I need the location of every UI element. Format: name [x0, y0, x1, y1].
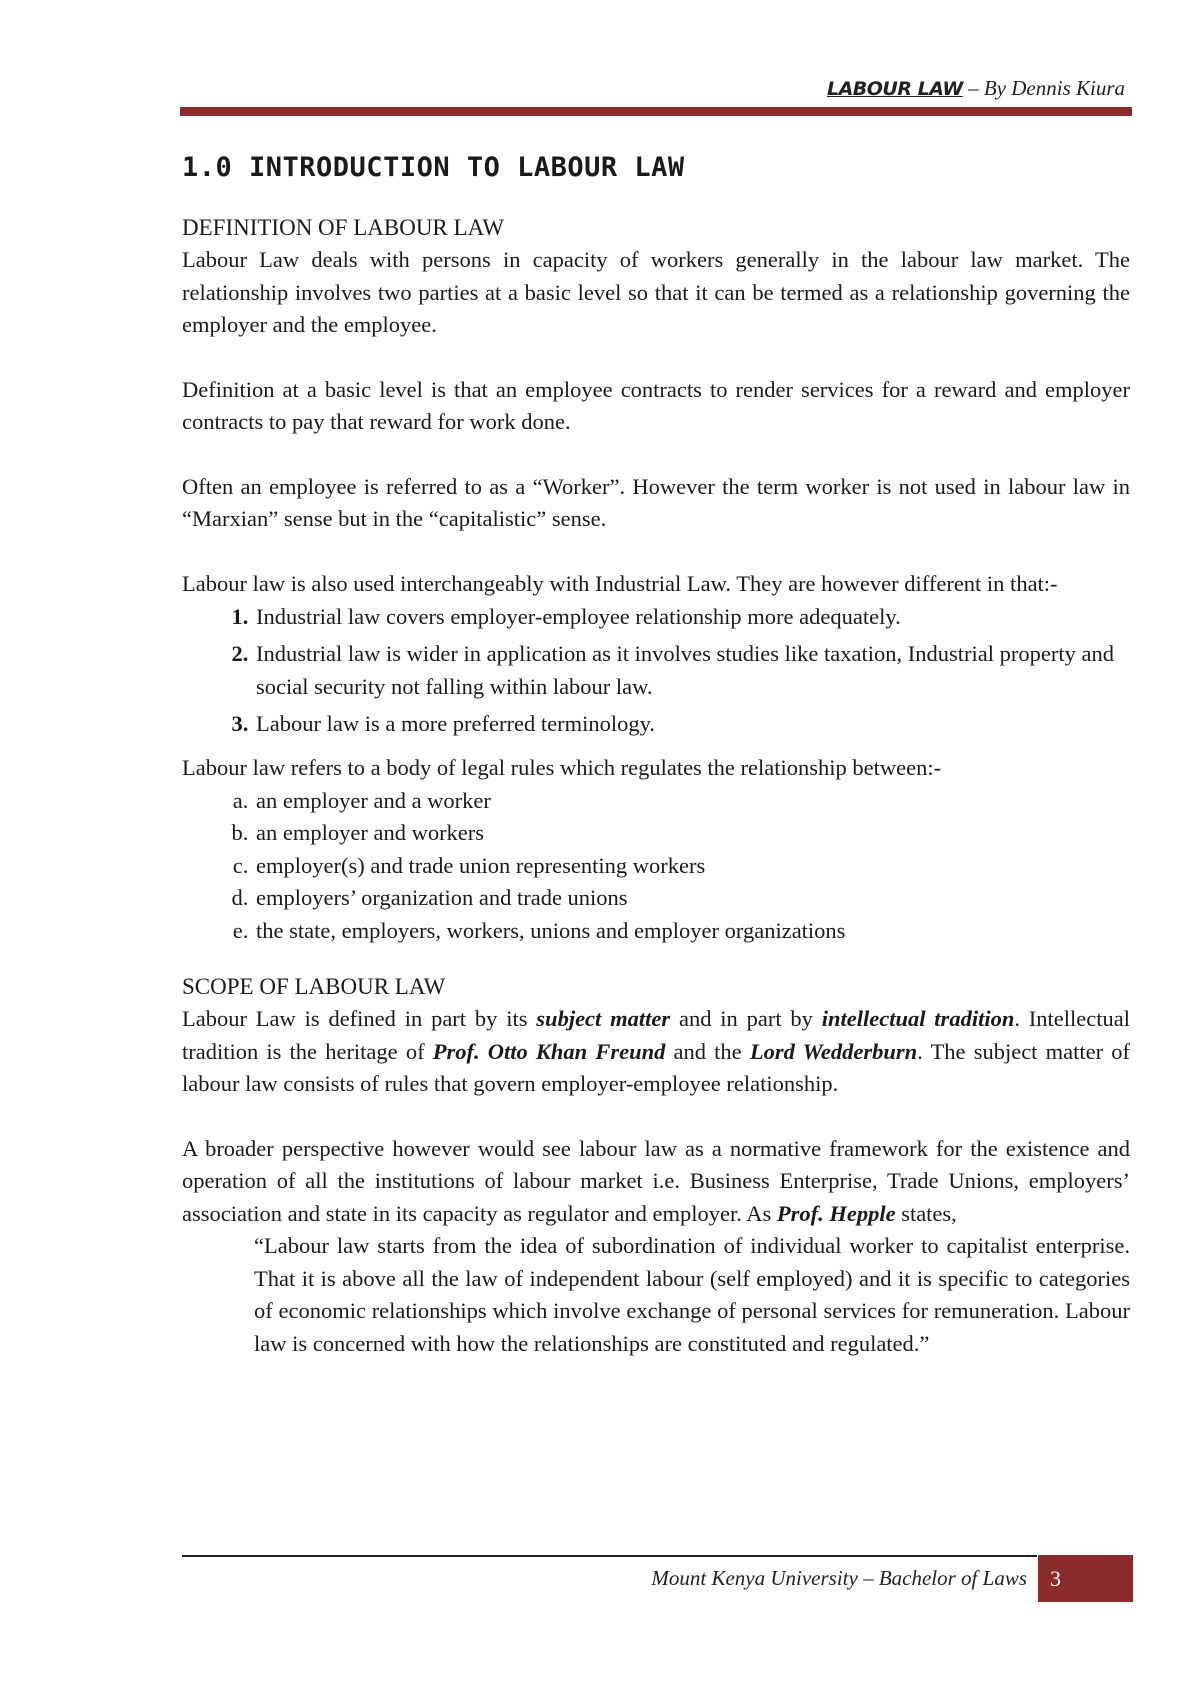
page-number: 3: [1038, 1555, 1133, 1602]
list-item: a. an employer and a worker: [254, 785, 1130, 818]
hepple-quote: “Labour law starts from the idea of subordination of individual worker to capitalist enterprise. That it is above all the law of independent labour (self employed) and it is specific to categories of economic relationships which involve exchange of personal services for remuneration. Labour law is concerned with how the relationships are constituted and regulated.”: [254, 1233, 1130, 1356]
differences-list: [182, 600, 1130, 740]
page-content: [182, 148, 1130, 1360]
footer-text: Mount Kenya University – Bachelor of Laws: [651, 1566, 1027, 1590]
emphasis-intellectual-tradition: intellectual tradition: [821, 1006, 1015, 1031]
scope-paragraph-1: Labour Law is defined in part by its subject matter and in part by intellectual tradition. Intellectual tradition is the heritage of Prof. Otto Khan Freund and the Lord Wedderburn. The subject matter of labour law consists of rules that govern employer-employee relationship.: [182, 1006, 1130, 1096]
emphasis-wedderburn: Lord Wedderburn: [749, 1038, 918, 1064]
relationships-list: [182, 785, 1130, 948]
list-item: 2. Industrial law is wider in application as it involves studies like taxation, Industrial property and social security not falling within labour law.: [254, 637, 1130, 703]
definition-paragraph-2: Definition at a basic level is that an employee contracts to render services for a reward and employer contracts to pay that reward for work done.: [182, 376, 1130, 434]
list-item: b. an employer and workers: [254, 817, 1130, 850]
footer-rule: [182, 1555, 1037, 1557]
emphasis-hepple: Prof. Hepple: [776, 1200, 896, 1226]
scope-heading: SCOPE OF LABOUR LAW: [182, 974, 446, 999]
emphasis-subject-matter: subject matter: [536, 1006, 671, 1031]
definition-heading: DEFINITION OF LABOUR LAW: [182, 215, 505, 240]
definition-paragraph-1: Labour Law deals with persons in capacity of workers generally in the labour law market. The relationship involves two parties at a basic level so that it can be termed as a relationship governing the employer and the employee.: [182, 247, 1130, 337]
header-author: – By Dennis Kiura: [962, 76, 1125, 100]
definition-paragraph-3: Often an employee is referred to as a “Worker”. However the term worker is not used in labour law in “Marxian” sense but in the “capitalistic” sense.: [182, 473, 1130, 531]
definition-paragraph-5: Labour law refers to a body of legal rules which regulates the relationship between:-: [182, 755, 942, 780]
running-header: [180, 76, 1125, 101]
list-item: 1. Industrial law covers employer-employee relationship more adequately.: [254, 600, 1130, 633]
list-item: c. employer(s) and trade union representing workers: [254, 850, 1130, 883]
list-item: e. the state, employers, workers, unions and employer organizations: [254, 915, 1130, 948]
list-item: d. employers’ organization and trade unions: [254, 882, 1130, 915]
header-rule: [180, 107, 1132, 116]
header-brand: LABOUR LAW: [826, 78, 963, 100]
page-title: 1.0 INTRODUCTION TO LABOUR LAW: [182, 152, 685, 183]
list-item: 3. Labour law is a more preferred terminology.: [254, 707, 1130, 740]
scope-paragraph-2: A broader perspective however would see labour law as a normative framework for the existence and operation of all the institutions of labour market i.e. Business Enterprise, Trade Unions, employers’ association and state in its capacity as regulator and employer. As Prof. Hepple states,: [182, 1135, 1130, 1226]
emphasis-khan-freund: Prof. Otto Khan Freund: [432, 1038, 666, 1064]
definition-paragraph-4: Labour law is also used interchangeably with Industrial Law. They are however different in that:-: [182, 570, 1058, 596]
